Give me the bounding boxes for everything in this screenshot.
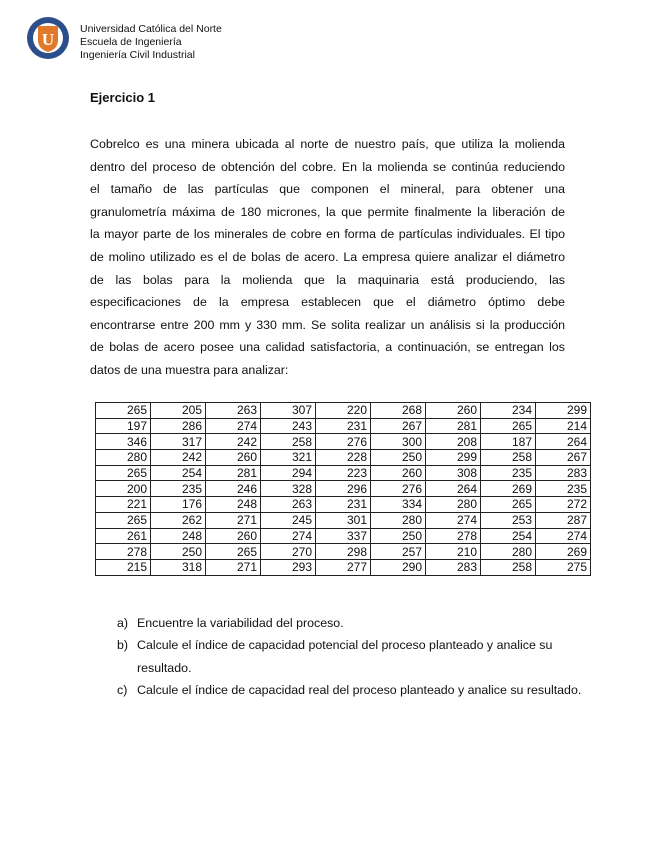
table-cell: 243 (261, 418, 316, 434)
table-cell: 280 (481, 544, 536, 560)
table-cell: 307 (261, 403, 316, 419)
table-cell: 337 (316, 528, 371, 544)
table-cell: 205 (151, 403, 206, 419)
table-cell: 298 (316, 544, 371, 560)
table-cell: 290 (371, 559, 426, 575)
table-cell: 260 (426, 403, 481, 419)
table-cell: 278 (426, 528, 481, 544)
table-cell: 276 (371, 481, 426, 497)
question-item (117, 634, 581, 656)
table-row (96, 559, 591, 575)
table-cell: 265 (206, 544, 261, 560)
table-cell: 231 (316, 418, 371, 434)
table-cell: 242 (206, 434, 261, 450)
table-cell: 270 (261, 544, 316, 560)
table-cell: 215 (96, 559, 151, 575)
question-text: resultado. (137, 660, 192, 675)
table-cell: 264 (426, 481, 481, 497)
table-cell: 275 (536, 559, 591, 575)
question-item (117, 612, 581, 634)
table-cell: 265 (481, 418, 536, 434)
table-cell: 250 (371, 528, 426, 544)
statement-line: datos de una muestra para analizar: (90, 362, 289, 377)
table-cell: 300 (371, 434, 426, 450)
table-cell: 283 (536, 465, 591, 481)
table-cell: 262 (151, 512, 206, 528)
table-cell: 274 (261, 528, 316, 544)
table-cell: 318 (151, 559, 206, 575)
table-cell: 277 (316, 559, 371, 575)
table-cell: 281 (206, 465, 261, 481)
statement-line: de las bolas para la molienda que la maquinaria está produciendo, las (90, 272, 565, 287)
question-item (117, 657, 581, 679)
university-name: Universidad Católica del Norte (80, 23, 222, 35)
table-cell: 321 (261, 450, 316, 466)
table-cell: 242 (151, 450, 206, 466)
table-cell: 308 (426, 465, 481, 481)
table-cell: 208 (426, 434, 481, 450)
table-cell: 267 (536, 450, 591, 466)
table-cell: 301 (316, 512, 371, 528)
exercise-statement (90, 133, 565, 382)
table-cell: 197 (96, 418, 151, 434)
table-cell: 187 (481, 434, 536, 450)
table-cell: 221 (96, 497, 151, 513)
table-cell: 258 (481, 559, 536, 575)
table-cell: 286 (151, 418, 206, 434)
statement-line: la mayor parte de los minerales de cobre en forma de partículas individuales. El tipo (90, 227, 565, 242)
table-cell: 280 (426, 497, 481, 513)
table-cell: 261 (96, 528, 151, 544)
exercise-title: Ejercicio 1 (90, 90, 156, 105)
table-cell: 250 (371, 450, 426, 466)
table-cell: 258 (261, 434, 316, 450)
statement-line: encontrarse entre 200 mm y 330 mm. Se solita realizar un análisis si la producción (90, 317, 565, 332)
table-cell: 296 (316, 481, 371, 497)
table-cell: 248 (151, 528, 206, 544)
table-cell: 263 (261, 497, 316, 513)
question-text: Calcule el índice de capacidad real del proceso planteado y analice su resultado. (137, 683, 582, 698)
question-text: Calcule el índice de capacidad potencial del proceso planteado y analice su (137, 638, 553, 653)
table-cell: 271 (206, 512, 261, 528)
table-row (96, 403, 591, 419)
institution-header (80, 23, 222, 62)
table-cell: 254 (151, 465, 206, 481)
table-row (96, 418, 591, 434)
table-cell: 346 (96, 434, 151, 450)
table-cell: 283 (426, 559, 481, 575)
table-cell: 228 (316, 450, 371, 466)
table-cell: 287 (536, 512, 591, 528)
program-name: Ingeniería Civil Industrial (80, 49, 195, 61)
question-item (117, 679, 581, 701)
table-row (96, 528, 591, 544)
statement-line: el tamaño de las partículas que componen el mineral, para obtener una (90, 182, 565, 197)
table-cell: 260 (371, 465, 426, 481)
table-cell: 274 (536, 528, 591, 544)
statement-line: Cobrelco es una minera ubicada al norte de nuestro país, que utiliza la molienda (90, 137, 565, 151)
table-cell: 223 (316, 465, 371, 481)
table-cell: 260 (206, 528, 261, 544)
table-cell: 254 (481, 528, 536, 544)
table-cell: 265 (96, 403, 151, 419)
table-cell: 317 (151, 434, 206, 450)
statement-line: de molino utilizado es el de bolas de acero. La empresa quiere analizar el diámetro (90, 249, 565, 264)
table-cell: 274 (426, 512, 481, 528)
table-cell: 271 (206, 559, 261, 575)
table-row (96, 512, 591, 528)
table-cell: 274 (206, 418, 261, 434)
table-cell: 299 (536, 403, 591, 419)
table-cell: 268 (371, 403, 426, 419)
table-cell: 267 (371, 418, 426, 434)
table-cell: 328 (261, 481, 316, 497)
table-cell: 200 (96, 481, 151, 497)
table-cell: 272 (536, 497, 591, 513)
table-cell: 281 (426, 418, 481, 434)
table-row (96, 465, 591, 481)
university-logo (26, 16, 70, 60)
table-cell: 220 (316, 403, 371, 419)
table-cell: 299 (426, 450, 481, 466)
table-cell: 293 (261, 559, 316, 575)
question-list (117, 612, 581, 702)
table-cell: 278 (96, 544, 151, 560)
table-cell: 269 (536, 544, 591, 560)
table-cell: 265 (96, 512, 151, 528)
table-cell: 248 (206, 497, 261, 513)
table-cell: 257 (371, 544, 426, 560)
table-cell: 269 (481, 481, 536, 497)
svg-text:U: U (41, 30, 55, 49)
table-cell: 334 (371, 497, 426, 513)
statement-line: granulometría máxima de 180 micrones, la que permite finalmente la liberación de (90, 204, 565, 219)
table-cell: 176 (151, 497, 206, 513)
question-label: b) (117, 638, 129, 653)
question-text: Encuentre la variabilidad del proceso. (137, 616, 344, 630)
table-cell: 235 (536, 481, 591, 497)
table-cell: 280 (96, 450, 151, 466)
statement-line: dentro del proceso de obtención del cobre. En la molienda se continúa reduciendo (90, 159, 565, 174)
table-cell: 280 (371, 512, 426, 528)
table-cell: 235 (151, 481, 206, 497)
table-cell: 235 (481, 465, 536, 481)
table-cell: 245 (261, 512, 316, 528)
table-cell: 258 (481, 450, 536, 466)
question-label (117, 657, 137, 679)
question-label: a) (117, 616, 129, 630)
table-cell: 294 (261, 465, 316, 481)
sample-data-table (95, 402, 591, 576)
table-cell: 250 (151, 544, 206, 560)
table-cell: 214 (536, 418, 591, 434)
table-cell: 276 (316, 434, 371, 450)
university-shield-icon (26, 16, 70, 60)
table-cell: 265 (481, 497, 536, 513)
table-row (96, 450, 591, 466)
table-row (96, 434, 591, 450)
table-cell: 263 (206, 403, 261, 419)
table-cell: 265 (96, 465, 151, 481)
table-cell: 246 (206, 481, 261, 497)
table-row (96, 497, 591, 513)
table-cell: 231 (316, 497, 371, 513)
table-row (96, 481, 591, 497)
statement-line: de bolas de acero posee una calidad satisfactoria, a continuación, se entregan los (90, 340, 565, 355)
table-cell: 253 (481, 512, 536, 528)
table-cell: 234 (481, 403, 536, 419)
table-cell: 210 (426, 544, 481, 560)
statement-line: especificaciones de la empresa establecen que el diámetro óptimo debe (90, 295, 565, 310)
table-cell: 264 (536, 434, 591, 450)
school-name: Escuela de Ingeniería (80, 36, 182, 48)
table-row (96, 544, 591, 560)
table-cell: 260 (206, 450, 261, 466)
question-label: c) (117, 683, 128, 698)
